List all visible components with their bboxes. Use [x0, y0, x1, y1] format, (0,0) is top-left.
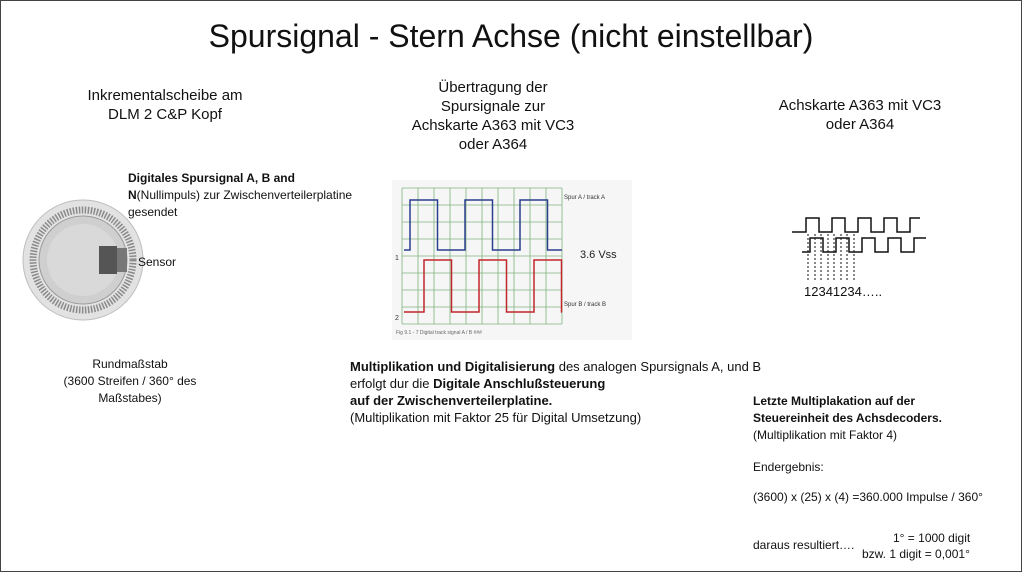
slide-title: Spursignal - Stern Achse (nicht einstellbar)	[208, 18, 814, 54]
sensor-body	[99, 246, 117, 274]
result-formula: (3600) x (25) x (4) =360.000 Impulse / 360°	[753, 490, 983, 504]
edge-counter: 12341234…..	[804, 284, 883, 299]
result-label: Endergebnis:	[753, 460, 824, 474]
left-caption: Rundmaßstab (3600 Streifen / 360° des Maßstabes)	[63, 357, 197, 405]
scope-grid	[402, 188, 562, 324]
sensor-head	[117, 248, 127, 272]
oscilloscope-screenshot	[392, 180, 632, 340]
trace-track-b	[404, 260, 562, 312]
quadrature-pulse-diagram	[790, 210, 930, 285]
pulse-track-a	[792, 218, 920, 232]
right-heading: Achskarte A363 mit VC3 oder A364	[778, 97, 942, 133]
multiplication-text: Multiplikation und Digitalisierung des analogen Spursignals A, und B erfolgt dur die Digitale Anschlußsteuerung auf der Zwischenverteilerplatine. (Multiplikation mit Faktor 25 für Digital Umsetzung)	[350, 359, 762, 425]
middle-heading: Übertragung der Spursignale zur Achskarte A363 mit VC3 oder A364	[411, 79, 575, 153]
pulse-track-b	[802, 238, 926, 252]
scope-marker-2: 2	[395, 315, 399, 322]
signal-description: Digitales Spursignal A, B and N(Nullimpuls) zur Zwischenverteilerplatine gesendet	[128, 171, 353, 219]
final-multiplication: Letzte Multiplakation auf der Steuereinheit des Achsdecoders. (Multiplikation mit Faktor 4)	[753, 394, 942, 442]
digit-equivalence-2: bzw. 1 digit = 0,001°	[862, 547, 970, 561]
trace-track-a	[404, 200, 562, 250]
scope-amplitude-label: 3.6 Vss	[580, 249, 617, 261]
scope-label-track-a: Spur A / track A	[564, 195, 606, 201]
digit-equivalence-1: 1° = 1000 digit	[893, 531, 971, 545]
scope-footer: Fig 9.1 - 7 Digital track signal A / B ###	[396, 330, 482, 336]
oscilloscope-plot	[392, 180, 632, 340]
scope-label-track-b: Spur B / track B	[564, 302, 607, 308]
pulse-count-markers	[808, 234, 854, 282]
daraus-text: daraus resultiert….	[753, 538, 855, 552]
left-heading: Inkrementalscheibe am DLM 2 C&P Kopf	[87, 87, 243, 123]
sensor-label: Sensor	[138, 255, 177, 269]
scope-marker-1: 1	[395, 255, 399, 262]
